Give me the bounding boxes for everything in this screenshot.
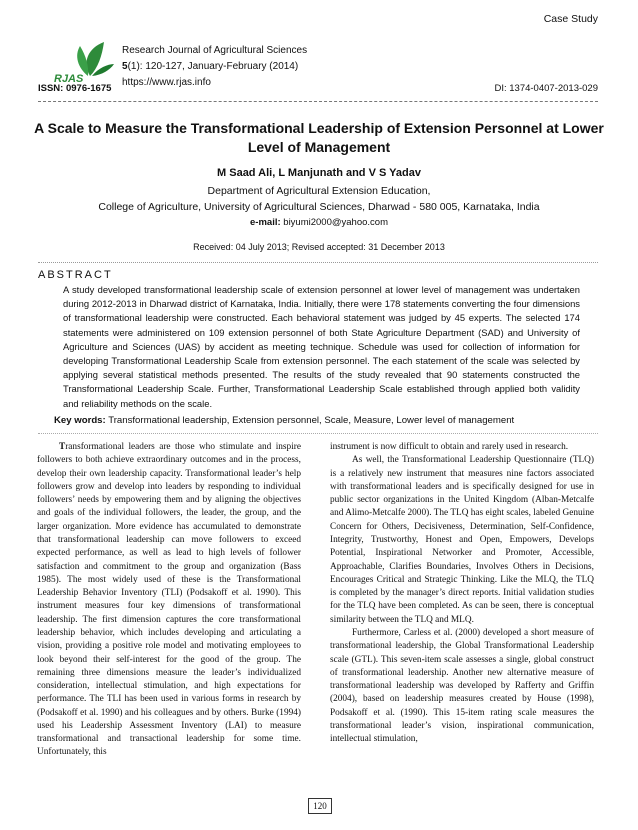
journal-volume: 5: [122, 61, 128, 72]
abstract-text: A study developed transformational leadership scale of extension personnel at lower level of management was undertaken during 2012-2013 in Dharwad district of Karnataka, India. Initially, there were 178 statements converting the four dimensions of transformational leadership were constructed. Each behavioral statement was judged by 45 experts. The selected 174 statements were administered on 109 extension personnel of both State Agriculture Department (SAD) and University of Agriculture and Sciences (UAS) by accident as meeting technique. Schedule was used for collection of information for developing Transformational Leadership Scale from extension personnel. The each statement of the scale was selected by applying several statistical methods presented. The results of the study revealed that 90 statements constructed the Transformational Leadership Scale. Further, Transformational Leadership Scale established through applied both validity and reliability methods on the scale.: [63, 284, 580, 409]
abstract-heading: ABSTRACT: [38, 269, 113, 281]
journal-website-link[interactable]: https://www.rjas.info: [122, 77, 211, 88]
journal-logo: [52, 40, 116, 86]
body-column-right: [330, 441, 594, 811]
body-paragraph: Furthermore, Carless et al. (2000) developed a short measure of transformational leadership, the Global Transformational Leadership scale (GTL). This seven-item scale assesses a single, global construct of transformational leadership. Another new alternative measure of transformational leadership was developed by Rafferty and Griffin (2004), based on leadership measures created by House (1998), Podsakoff et al. (1990). This 15-item rating scale measures the transformational leader’s vision, inspirational communication, intellectual stimulation,: [330, 627, 594, 745]
keywords: [54, 415, 514, 426]
article-authors: M Saad Ali, L Manjunath and V S Yadav: [217, 167, 421, 179]
author-department: Department of Agricultural Extension Education,: [207, 185, 431, 197]
keywords-text: Transformational leadership, Extension personnel, Scale, Measure, Lower level of management: [108, 415, 515, 426]
page-number: 120: [308, 798, 332, 814]
email-link[interactable]: biyumi2000@yahoo.com: [283, 217, 388, 228]
body-column-left: [37, 441, 301, 811]
keywords-divider: [38, 433, 598, 434]
article-title: A Scale to Measure the Transformational Leadership of Extension Personnel at Lower Level of Management: [34, 120, 604, 155]
journal-issue-dates: (1): 120-127, January-February (2014): [127, 61, 299, 72]
section-divider: [38, 262, 598, 263]
paragraph-text: ransformational leaders are those who stimulate and inspire followers to both achieve extraordinary outcomes and in the process, develop their own leadership capacity. Transformational leader’s help followers grow and develop into leaders by responding to individual followers’ needs by empowering them and by aligning the objectives and goals of the individual followers, the leader, the group, and the larger organization. More evidence has accumulated to demonstrate that transformational leadership can move followers to exceed expected performance, as well as lead to high levels of follower satisfaction and commitment to the group and organization (Bass 1985). The most widely used of these is the Transformational Leadership Behavior Inventory (TLI) (Podsakoff et al. 1990). This instrument measures four key dimensions of transformational leadership. The first dimension captures the core transformational leadership behavior, which includes developing and articulating a vision, providing a positive role model and motivating employees to look beyond their self-interest for the good of the group. The remaining three dimensions measure the leader’s individualized consideration, intellectual stimulation, and high expectations for performance. The TLI has been used in various forms in research by (Podsakoff et al. 1990) and his colleagues and by others. Burke (1994) used his Leadership Assessment Inventory (LAI) to measure transformational and transactional leadership for some time. Unfortunately, this: [37, 442, 301, 758]
issn: ISSN: 0976-1675: [38, 83, 112, 94]
body-paragraph: As well, the Transformational Leadership Questionnaire (TLQ) is a relatively new instrument that measures nine factors associated with transformational leaders and is specifically designed for use in public sector organizations in the United Kingdom (Alban-Metcalfe and Alimo-Metcalfe 2000). The TLQ has eight scales, labeled Genuine Concern for Others, Decisiveness, Determination, Self-Confidence, Integrity, Trustworthy, Honest and Open, Empowers, Develops Potential, Inspirational Networker and Promoter, Accessible, Approachable, Clarifies Boundaries, Involves Others in Decisions, Encourages Critical and Strategic Thinking. Like the MLQ, the TLQ is completed by the manager’s direct reports. Initial validation studies for the TLQ have been completed. As can be seen, there is conceptual similarity between the TLQ and MLQ.: [330, 455, 594, 625]
leaf-logo-icon: [52, 40, 116, 86]
keywords-label: Key words:: [54, 415, 106, 426]
doi: DI: 1374-0407-2013-029: [494, 83, 598, 94]
email-line: [0, 217, 638, 228]
case-study-label: Case Study: [543, 13, 598, 25]
journal-volume-line: [122, 59, 307, 75]
body-paragraph: instrument is now difficult to obtain and rarely used in research.: [330, 442, 569, 452]
email-label: e-mail:: [250, 217, 281, 228]
author-college: College of Agriculture, University of Agricultural Sciences, Dharwad - 580 005, Karnataka, India: [98, 201, 540, 213]
journal-name: Research Journal of Agricultural Sciences: [122, 45, 308, 56]
received-dates: Received: 04 July 2013; Revised accepted: 31 December 2013: [193, 242, 445, 252]
drop-cap: T: [59, 442, 66, 452]
journal-info: [122, 43, 307, 91]
header-divider: [38, 101, 598, 102]
logo-text: RJAS: [54, 73, 84, 85]
body-paragraph: [37, 441, 301, 760]
